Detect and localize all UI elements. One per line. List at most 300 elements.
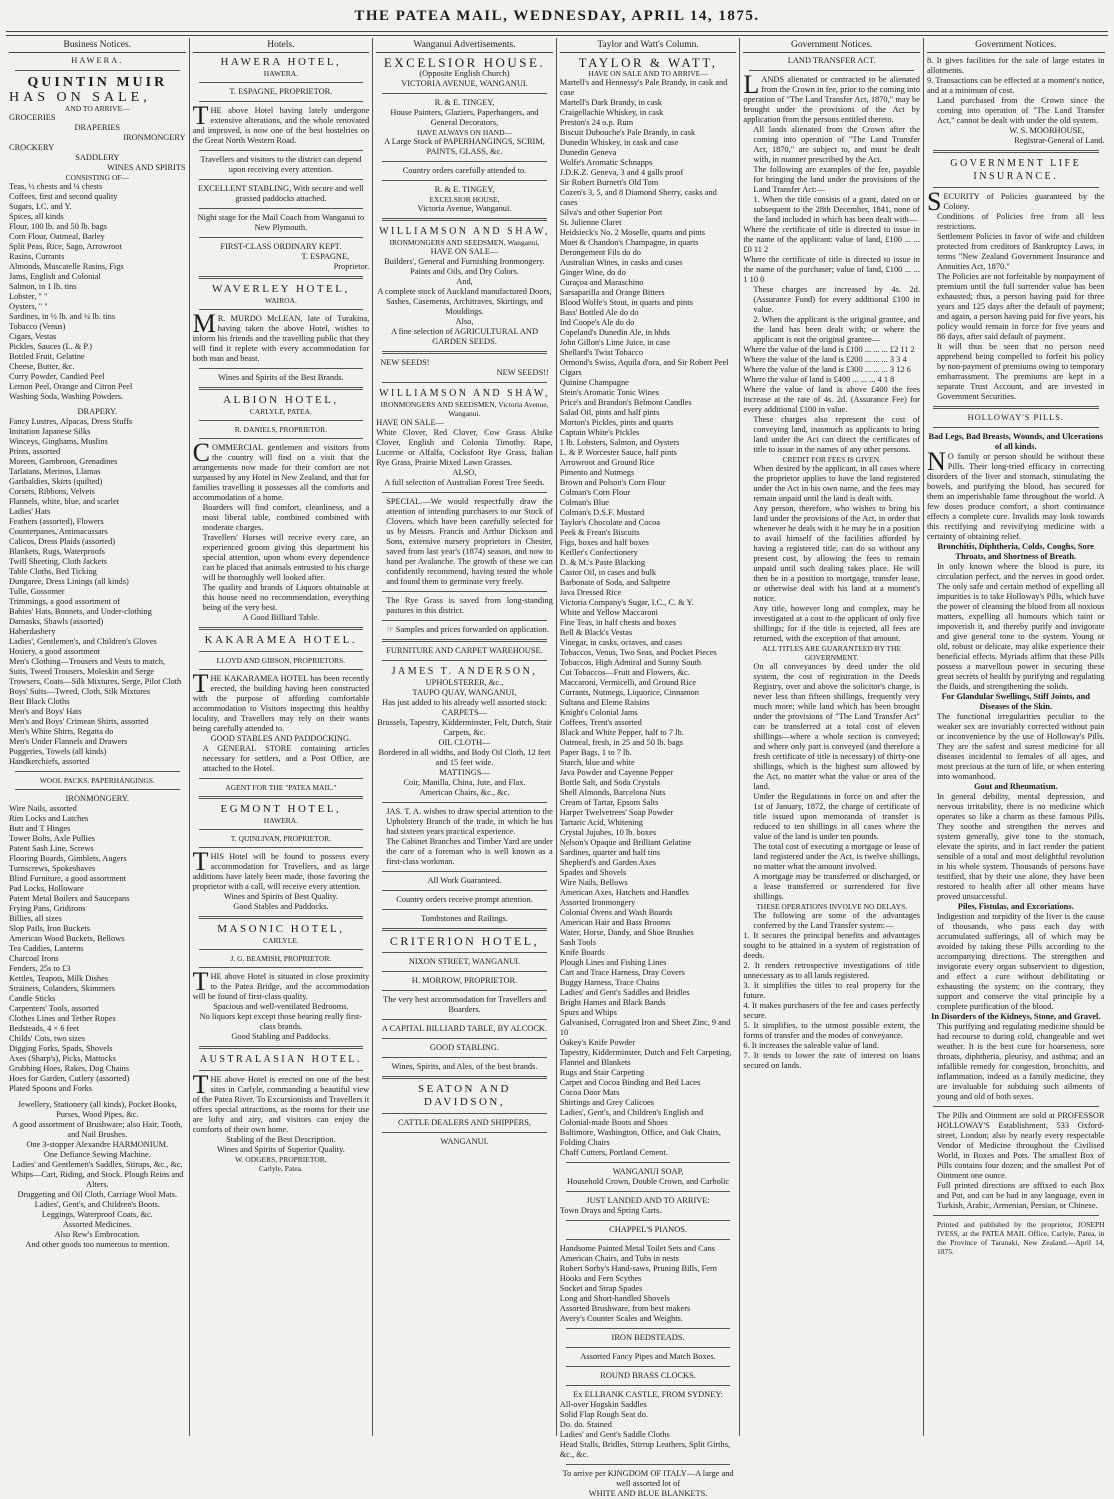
list-item: Patent Sash Line, Screws (9, 844, 94, 853)
ad-text: Country orders receive prompt attention. (396, 895, 533, 904)
ad-text: WANGANUI. (440, 1137, 489, 1146)
list-item: John Gillon's Lime Juice, in case (559, 338, 671, 347)
list-item: Lemon Peel, Orange and Citron Peel (9, 382, 133, 391)
divider (15, 771, 180, 772)
list-item: 2. It renders retrospective investigations of title unnecessary as to all lands registered. (743, 961, 920, 980)
list-item: Counterpanes, Antimacassars (9, 527, 108, 536)
hotel-text: Wines and Spirits of Best Quality. (223, 892, 338, 901)
ad-text: Country orders carefully attended to. (402, 166, 527, 175)
list-item: J.D.K.Z. Geneva, 3 and 4 galls proof (559, 168, 684, 177)
list-item: Bottle Salt, and Soda Crystals (559, 778, 661, 787)
list-item: Coffees, first and second quality (9, 192, 118, 201)
hotel-proprietor: LLOYD AND GIBSON, PROPRIETORS. (216, 656, 346, 665)
signature: W. ODGERS, PROPRIETOR, (235, 1155, 327, 1164)
list-item: Tartaric Acid, Whitening (559, 818, 643, 827)
divider (199, 179, 364, 180)
list-item: Handkerchiefs, assorted (9, 757, 90, 766)
list-item: Garibaldies, Skirts (quilted) (9, 477, 103, 486)
divider (382, 890, 547, 891)
divider (199, 967, 364, 968)
list-item: Java Dressed Rice (559, 588, 622, 597)
list-item: Solid Flap Rough Seat do. (559, 1410, 648, 1419)
notice-text: These charges also represent the cost of conveying land, inasmuch as applicants to bring land under the Act can direct the certificates of title to issue in the names of any other persons. (753, 415, 920, 454)
column-heading: Government Notices. (743, 38, 920, 53)
list-item: Craigellachie Whiskey, in cask (559, 108, 664, 117)
notice-text: Conditions of Policies free from all less restrictions. (936, 212, 1105, 231)
ad-subhead: Bronchitis, Diphtheria, Colds, Coughs, Sore Throats, and Shortness of Breath. (937, 542, 1095, 561)
rule (6, 31, 1108, 32)
list-item: 3. It simplifies the titles to real property for the future. (743, 981, 920, 1000)
ad-text: And, (456, 277, 473, 286)
list-item: Sardines, quarter and half tins (559, 848, 661, 857)
hotel-text: Boarders will find comfort, cleanliness, and a most liberal table, combined combined with moderate charges. (202, 503, 370, 532)
ad-text: H. MORROW, PROPRIETOR. (411, 976, 518, 985)
ad-text: White Clover, Red Clover, Cow Grass Alsike Clover, English and Colonia Timothy. Rape, Lucerne or Alfalfa, Cocksfoot Rye Grass, Italian Rye Grass, Prairie Mixed Lawn Grasses. (376, 428, 553, 467)
hotel-proprietor: T. QUINLIVAN, PROPRIETOR. (230, 834, 331, 843)
merchant-name: QUINTIN MUIR (27, 75, 168, 90)
ad-text: The Pills and Ointment are sold at PROFESSOR HOLLOWAY'S Establishment, 533 Oxford-street, London; also by nearly every respectable Vendor of Medicine throughout the Civilised World, in Boxes and Pots. The smallest Box of Pills contains four dozen; and the smallest Pot of Ointment one ounce. (936, 1111, 1105, 1180)
ad-text: EXCELSIOR HOUSE, (429, 195, 500, 204)
list-item: Ladies' and Gent's Saddles and Bridles (559, 988, 690, 997)
list-item: Curry Powder, Candied Peel (9, 372, 105, 381)
list-item: Pickles, Sauces (L. & P.) (9, 342, 93, 351)
list-item: Bright Hames and Black Bands (559, 998, 666, 1007)
advantages-list (743, 931, 920, 1071)
ad-text: IRONMONGERS AND SEEDSMEN, Wanganui, (389, 238, 540, 247)
hotel-text: FIRST-CLASS ORDINARY KEPT. (220, 242, 342, 251)
notice-text: LANDS alienated or contracted to be alienated from the Crown in fee, prior to the coming into operation of "The Land Transfer Act, 1870," may be brought under the provisions of the Act by application from the persons entitled thereto. (743, 70, 920, 124)
list-item: Washing Soda, Washing Powders. (9, 392, 124, 401)
signature: W. S. MOORHOUSE, (1009, 126, 1085, 135)
notice-text: Where the value of land is £400 ... ... ... 4 1 8 (743, 375, 895, 384)
hotel-text: THE KAKARAMEA HOTEL has been recently erected, the building having been constructed with the purpose of affording comfortable accommodation to Visitors inspecting this healthy locality, and Travellers may rely on their wants being carefully attended to. (192, 669, 370, 733)
list-item: Ind Coope's Ale do do (559, 318, 635, 327)
divider (382, 351, 547, 354)
notice-subhead: THESE OPERATIONS INVOLVE NO DELAYS. (756, 902, 908, 911)
category: CROCKERY (9, 143, 55, 152)
list-item: Hoes for Garden, Cutlery (assorted) (9, 1074, 130, 1083)
notice-text: These charges are increased by 4s. 2d. (Assurance Fund) for every additional £100 in value. (753, 285, 920, 314)
ad-text: CARPETS— (441, 708, 488, 717)
list-item: Tulle, Gossomer (9, 587, 65, 596)
divider (749, 70, 914, 71)
list-item: D. & M.'s Paste Blacking (559, 558, 646, 567)
divider (382, 620, 547, 621)
list-item: Silva's and other Superior Port (559, 208, 663, 217)
ad-text: In general debility, mental depression, and nervous irritability, there is no medicine which operates so like a charm as these famous Pills. They soothe and strengthen the nerves and system generally, give tone to the stomach, elevate the spirits, and in fact render the patient sensible of a total and most delightful revolution in his whole system. Thousands of persons have testified, that by their use alone, they have been restored to health after all other means have proved unsuccessful. (936, 792, 1105, 901)
divider (382, 1076, 547, 1079)
list-item: Bottled Fruit, Gelatine (9, 352, 85, 361)
notice-text: Where the value of the land is £100 ... ... ... £2 11 2 (743, 345, 915, 354)
list-item: Ginger Wine, do do (559, 268, 626, 277)
list-item: Sash Tools (559, 938, 597, 947)
column-hotels (190, 38, 374, 1436)
divider (382, 871, 547, 872)
hotel-name: AUSTRALASIAN HOTEL. (199, 1054, 362, 1065)
list-item: Carpenters' Tools, assorted (9, 1004, 99, 1013)
list-item: Shell Almonds, Barcelona Nuts (559, 788, 666, 797)
notice-subhead: ALL TITLES ARE GUARANTEED BY THE GOVERNMENT. (762, 644, 902, 662)
hotel-town: HAWERA. (263, 69, 298, 78)
ad-title: CHAPPEL'S PIANOS. (609, 1225, 687, 1234)
hotel-name: WAVERLEY HOTEL, (212, 283, 350, 295)
divider (199, 916, 364, 919)
goods-list (560, 1400, 737, 1460)
list-item: Chaff Cutters, Portland Cement. (559, 1148, 668, 1157)
advantages-list (927, 56, 1105, 96)
ad-text: A Large Stock of PAPERHANGINGS, SCRIM, PAINTS, GLASS, &c. (384, 137, 545, 156)
list-item: Spurs and Whips (559, 1008, 617, 1017)
list-item: Trimmings, a good assortment of (9, 597, 121, 606)
list-item: Digging Forks, Spads, Shovels (9, 1044, 113, 1053)
list-item: Puggeries, Towels (all kinds) (9, 747, 107, 756)
list-item: 1. It secures the principal benefits and advantages sought to be attained in a system of registration of deeds. (743, 931, 920, 960)
grocery-list (9, 182, 186, 402)
drapery-list (9, 417, 186, 767)
notice-text: Any person, therefore, who wishes to bring his land under the provisions of the Act, in order that whenever he deals with it he may be in a position to avail himself of the facilities afforded by having a registered title, can do so without any present cost, by allowing the fees to remain unpaid until such dealing takes place. He will then be in a position to mortgage, transfer lease, or otherwise deal with his land at a moment's notice. (753, 504, 920, 603)
list-item: Leggings, Waterproof Coats, &c. (41, 1210, 153, 1219)
column-taylor-watt (557, 38, 741, 1498)
list-item: Spices, all kinds (9, 212, 64, 221)
list-item: Vinegar, in casks, octaves, and cases (559, 638, 683, 647)
list-item: Dunedin Geneva (559, 148, 617, 157)
list-item: And other goods too numerous to mention. (25, 1240, 170, 1249)
hotel-text: GOOD STABLES AND PADDOCKING. (210, 734, 352, 743)
divider (933, 150, 1099, 153)
hotel-text: Night stage for the Mail Coach from Wanganui to New Plymouth. (197, 213, 365, 232)
list-item: Fancy Lustres, Alpacas, Dress Stuffs (9, 417, 133, 426)
list-item: 4. It makes purchasers of the fee and cases perfectly secure. (743, 1001, 920, 1020)
divider (382, 1038, 547, 1039)
list-item: Colonial Ovens and Wash Boards (559, 908, 673, 917)
ad-title: Ex ELLBANK CASTLE, FROM SYDNEY: (573, 1390, 723, 1399)
ad-subhead: Bad Legs, Bad Breasts, Wounds, and Ulcerations of all kinds. (928, 432, 1103, 451)
divider (199, 438, 364, 439)
list-item: Ormond's Swiss, Aquila d'ora, and Sir Robert Peel Cigars (559, 358, 729, 377)
signature: Registrar-General of Land. (1014, 136, 1105, 145)
list-item: Java Powder and Cayenne Pepper (559, 768, 674, 777)
ad-text: GOOD STABLING. (429, 1043, 500, 1052)
list-item: Table Cloths, Bed Ticking (9, 567, 97, 576)
divider (566, 1220, 731, 1221)
list-item: Frying Pans, Gridirons (9, 904, 86, 913)
hotel-text: THE above Hotel is erected on one of the best sites in Carlyle, commanding a beautiful view of the Patea River. To Excursionists and Travellers it offers special attractions, as the rooms for their use are lofty and airy, and visitors can enjoy the comforts of their own home. (192, 1070, 370, 1134)
list-item: Ladies' and Gent's Saddle Cloths (559, 1430, 670, 1439)
ad-text: Bordered in all widths, and Body Oil Cloth, 12 feet and 15 feet wide. (378, 748, 551, 767)
hotel-text: AGENT FOR THE "PATEA MAIL." (225, 783, 337, 792)
list-item: Billies, all sizes (9, 914, 62, 923)
list-item: Head Stalls, Bridles, Stirrup Leathers, Split Girths, &c., &c. (559, 1440, 731, 1459)
list-item: Taylor's Chocolate and Cocoa (559, 518, 661, 527)
list-item: Moreen, Gambroon, Grenadines (9, 457, 118, 466)
imprint: Printed and published by the proprietor, JOSEPH IVESS, at the PATEA MAIL Office, Carlyle, Patea, in the Province of Taranaki, New Zealand.—April 14, 1875. (936, 1220, 1105, 1256)
divider (382, 1113, 547, 1114)
list-item: Corsets, Ribbons, Velvets (9, 487, 95, 496)
list-item: Moet & Chandon's Champagne, in quarts (559, 238, 699, 247)
divider (382, 952, 547, 953)
list-item: Also Rew's Embrocation. (54, 1230, 141, 1239)
list-item: Oysters, " " (9, 302, 48, 311)
divider (382, 990, 547, 991)
list-item: Pimento and Nutmegs (559, 468, 635, 477)
ad-title: EXCELSIOR HOUSE. (383, 55, 546, 70)
list-item: Fenders, 25s to £3 (9, 964, 71, 973)
ad-text: ☞ Samples and prices forwarded on application. (386, 625, 549, 634)
ad-text: Full printed directions are affixed to each Box and Pot, and can be had in any language, even in Turkish, Arabic, Armenian, Persian, or Chinese. (936, 1181, 1105, 1210)
list-item: Black and White Pepper, half to 7 lb. (559, 728, 684, 737)
ad-text: The Cabinet Branches and Timber Yard are under the care of a foreman who is well known as a first-class workman. (386, 837, 553, 866)
divider (382, 93, 547, 94)
notice-text: Land purchased from the Crown since the coming into operation of "The Land Transfer Act," cannot be dealt with under the old system. (936, 96, 1105, 125)
category: GROCERIES (9, 113, 56, 122)
divider (199, 82, 364, 83)
divider (566, 1328, 731, 1329)
list-item: Imitation Japanese Silks (9, 427, 91, 436)
list-item: Colman's Corn Flour (559, 488, 631, 497)
list-item: Copeland's Dunedin Ale, in hhds (559, 328, 670, 337)
list-item: Starch, blue and white (559, 758, 635, 767)
list-item: American Wood Buckets, Bellows (9, 934, 125, 943)
list-item: Dungaree, Dress Linings (all kinds) (9, 577, 129, 586)
ad-title: WANGANUI SOAP, (612, 1167, 684, 1176)
hotel-text: Wines and Spirits of the Best Brands. (218, 373, 344, 382)
hotel-text: The quality and brands of Liquors obtainable at this house need no recommendation, everything being of the very best. (202, 583, 370, 612)
list-item: Blood Wolfe's Stout, in quarts and pints (559, 298, 693, 307)
notice-text: Under the Regulations in force on and after the 1st of January, 1872, the charge of certificate of title issued upon memoranda of transfer is reduced to ten shillings in all cases where the value of the land is under ten pounds. (753, 792, 920, 841)
list-item: Knight's Colonial Jams (559, 708, 638, 717)
hotel-text: THIS Hotel will be found to possess every accommodation for Travellers, and as large additions have lately been made, those favoring the proprietor with a call, will receive every attention. (192, 847, 370, 891)
hotel-name: MASONIC HOTEL, (217, 923, 345, 935)
list-item: Pad Locks, Holloware (9, 884, 84, 893)
list-item: Captain White's Pickles (559, 428, 640, 437)
list-item: Blankets, Rugs, Waterproofs (9, 547, 105, 556)
ad-text: The functional irregularities peculiar to the weaker sex are invariably corrected without pain or inconvenience by the use of Holloway's Pills. They are the safest and surest medicine for all diseases incidental to females of all ages, and most precious at the turn of life, or when entering into womanhood. (936, 712, 1105, 781)
ad-title: IRON BEDSTEADS. (611, 1333, 685, 1342)
list-item: Colman's D.S.F. Mustard (559, 508, 645, 517)
ad-text: The Rye Grass is saved from long-standing pastures in this district. (386, 596, 553, 615)
list-item: Handsome Painted Metal Toilet Sets and Cans (559, 1244, 715, 1253)
divider (382, 660, 547, 661)
notice-text: 2. When the applicant is the original grantee, and the land has been dealt with; or where the applicant is not the original grantee— (753, 315, 920, 344)
ad-text: The very best accommodation for Travellers and Boarders. (383, 995, 546, 1014)
column-business-notices (6, 38, 190, 1436)
list-item: Heidsieck's No. 2 Moselle, quarts and pints (559, 228, 706, 237)
goods-list (560, 1244, 737, 1324)
divider (199, 150, 364, 151)
ad-text: Builders', General and Furnishing Ironmongery. Paints and Oils, and Dry Colors. (384, 257, 545, 276)
notice-text: A mortgage may be transferred or discharged, or a lease transferred or surrendered for five shillings. (753, 872, 920, 901)
list-item: Feathers (assorted), Flowers (9, 517, 104, 526)
list-item: Boys' Suits—Tweed, Cloth, Silk Mixtures (9, 687, 150, 696)
list-item: Coffees, Trent's assorted (559, 718, 642, 727)
notice-text: Where the value of the land is £300 ... ... ... 3 12 6 (743, 365, 911, 374)
list-item: Childs' Cots, two sizes (9, 1034, 85, 1043)
divider (199, 387, 364, 390)
hotel-text: THE above Hotel having lately undergone extensive alterations, and the whole renovated and improved, is now one of the best hostelries on the Great North Western Road. (192, 101, 370, 145)
divider (199, 627, 364, 630)
list-item: Plough Lines and Fishing Lines (559, 958, 667, 967)
signature: Proprietor. (333, 262, 370, 271)
divider (199, 208, 364, 209)
divider (199, 847, 364, 848)
list-item: Currants, Nutmegs, Liquorice, Cinnamon (559, 688, 699, 697)
ad-text: A fine selection of AGRICULTURAL AND GARDEN SEEDS. (390, 327, 539, 346)
list-item: Bass' Bottled Ale do do (559, 308, 639, 317)
hotel-text: Spacious and well-ventilated Bedrooms. (213, 1002, 349, 1011)
has-on-sale: HAS ON SALE, (9, 90, 151, 105)
list-item: American Hair and Bass Brooms (559, 918, 671, 927)
list-item: Crystal Jujubes, 10 lb. boxes (559, 828, 657, 837)
hotel-proprietor: R. DANIELS, PROPRIETOR. (234, 425, 327, 434)
ad-text: House Painters, Glaziers, Paperhangers, and General Decorators, (390, 108, 539, 127)
hotel-text: Good Stables and Paddocks. (233, 902, 329, 911)
list-item: Tarlatans, Merinos, Llamas (9, 467, 101, 476)
hotel-text: COMMERCIAL gentlemen and visitors from the country will find on a visit that the arrangements now made for their comfort are not surpassed by any Hotel in New Zealand, and that for families travelling it possesses all the comforts and accommodation of a home. (192, 438, 370, 502)
list-item: All-over Hogskin Saddles (559, 1400, 647, 1409)
ad-text: Victoria Avenue, Wanganui. (417, 204, 512, 213)
column-heading: Taylor and Watt's Column. (560, 38, 737, 53)
goods-list (560, 78, 737, 1158)
divider (566, 1191, 731, 1192)
ad-title: SEATON AND DAVIDSON, (418, 1083, 511, 1108)
list-item: Haberdashery (9, 627, 56, 636)
list-item: Cheese, Butter, &c. (9, 362, 75, 371)
notice-text: The following are examples of the fee, payable for bringing the land under the provisions of the Land Transfer Act:— (753, 165, 920, 194)
list-item: Axes (Sharp's), Picks, Mattocks (9, 1054, 116, 1063)
list-item: Ladies', Gent's, and Children's Boots. (34, 1200, 160, 1209)
list-item: Castor Oil, in cases and bulk (559, 568, 657, 577)
hotel-town: CARLYLE, PATEA. (249, 407, 312, 416)
hotel-proprietor: J. G. BEAMISH, PROPRIETOR. (230, 954, 332, 963)
divider (199, 237, 364, 238)
list-item: Avery's Counter Scales and Weights. (559, 1314, 683, 1323)
list-item: Salad Oil, pints and half pints (559, 408, 660, 417)
list-item: Bedsteads, 4 × 6 feet (9, 1024, 80, 1033)
divider (199, 651, 364, 652)
list-item: Wire Nails, assorted (9, 804, 77, 813)
list-item: Split Peas, Rice, Sago, Arrowroot (9, 242, 122, 251)
divider (382, 492, 547, 493)
list-item: Carpet and Cocoa Binding and Bed Laces (559, 1078, 701, 1087)
list-item: Men's and Boys' Crimean Shirts, assorted (9, 717, 149, 726)
list-item: Jewellery, Stationery (all kinds), Pocket Books, Purses, Wood Pipes, &c. (17, 1100, 177, 1119)
list-item: Curaçoa and Maraschino (559, 278, 644, 287)
list-item: Rugs and Stair Carpeting (559, 1068, 645, 1077)
list-item: Peek & Frean's Biscuits (559, 528, 640, 537)
hotel-town: HAWERA. (263, 816, 298, 825)
notice-text: Where the certificate of title is directed to issue in the name of the applicant: value of land, £100 ... ... £0 11 2 (743, 225, 920, 254)
column-heading: Business Notices. (9, 38, 186, 53)
hotel-text: Travellers and visitors to the district can depend upon receiving every attention. (200, 155, 362, 174)
notice-title: LAND TRANSFER ACT. (787, 56, 876, 65)
divider (382, 1057, 547, 1058)
divider (15, 789, 180, 790)
divider (199, 778, 364, 779)
column-heading: Hotels. (193, 38, 370, 53)
list-item: Wire Nails, Bellows (559, 878, 628, 887)
list-item: American Axes, Hatchets and Handles (559, 888, 689, 897)
divider (199, 276, 364, 279)
ad-text: HAVE ALWAYS ON HAND— (416, 128, 513, 137)
divider (382, 802, 547, 803)
list-item: Druggeting and Oil Cloth, Carriage Wool Mats. (17, 1190, 178, 1199)
hotel-name: KAKARAMEA HOTEL. (204, 634, 358, 646)
ad-text: A full selection of Australian Forest Tree Seeds. (384, 478, 545, 487)
list-item: Babies' Hats, Bonnets, and Under-clothing (9, 607, 152, 616)
list-item: Stein's Aromatic Tonic Wines (559, 388, 659, 397)
list-item: Tobaccos, Venus, Two Seas, and Pocket Pieces (559, 648, 717, 657)
list-item: 5. It simplifies, to the utmost possible extent, the forms of transfer and the modes of conveyance. (743, 1021, 920, 1040)
divider (382, 639, 547, 642)
ad-text: Also, (455, 317, 474, 326)
list-item: Tobacco (Venus) (9, 322, 66, 331)
list-item: Sultana and Eleme Raisins (559, 698, 650, 707)
list-item: Figs, boxes and half boxes (559, 538, 649, 547)
notice-subhead: CREDIT FOR FEES IS GIVEN. (782, 455, 881, 464)
notice-text: Where the certificate of title is directed to issue in the name of the purchaser; value of land, £100 ... ... 1 10 0 (743, 255, 920, 284)
notice-text: It will thus be seen that no person need apprehend being compelled to forfeit his policy by non-payment of premiums owing to temporary embarrassment. The premiums are kept in a separate Trust Account, and are invested in Government Securities. (936, 342, 1105, 401)
notice-text: Where the value of the land is £200 ... ... ... 3 3 4 (743, 355, 907, 364)
wool-paper: WOOL PACKS. PAPERHANGINGS. (39, 776, 155, 785)
list-item: Shellard's Twist Tobacco (559, 348, 644, 357)
list-item: Tower Bolts, Axle Pullies (9, 834, 95, 843)
divider (15, 70, 180, 71)
list-item: Cigars, Vestas (9, 332, 57, 341)
ad-text: Wines, Spirits, and Ales, of the best brands. (391, 1062, 538, 1071)
section-heading: IRONMONGERY. (65, 794, 129, 803)
notice-title: GOVERNMENT LIFE INSURANCE. (950, 158, 1082, 182)
list-item: Brown and Polson's Corn Flour (559, 478, 666, 487)
divider (199, 309, 364, 310)
divider (933, 427, 1099, 428)
hotel-name: ALBION HOTEL, (223, 394, 339, 406)
list-item: Flooring Boards, Gimblets, Augers (9, 854, 127, 863)
ad-subhead: Piles, Fistulas, and Excoriations. (957, 902, 1074, 911)
divider (199, 829, 364, 830)
list-item: White and Yellow Maccaroni (559, 608, 658, 617)
list-item: Water, Horse, Dandy, and Shoe Brushes (559, 928, 694, 937)
list-item: Robert Sorby's Hand-saws, Pruning Bills, Fern Hooks and Fern Scythes (559, 1264, 717, 1283)
list-item: Clothes Lines and Tether Ropes (9, 1014, 116, 1023)
list-item: Cocoa Door Mats (559, 1088, 620, 1097)
list-item: Ladies' Hats (9, 507, 51, 516)
list-item: Assorted Ironmongery (559, 898, 636, 907)
list-item: Ladies', Gent's, and Children's English and Colonial-made Boots and Shoes (559, 1108, 704, 1127)
ad-title: NEW SEEDS! (380, 358, 430, 367)
hotel-text: EXCELLENT STABLING, With secure and well grassed paddocks attached. (198, 184, 364, 203)
ad-title: FURNITURE AND CARPET WAREHOUSE. (386, 646, 543, 655)
list-item: Sardines, in ½ lb. and ¼ lb. tins (9, 312, 116, 321)
list-item: Butt and T Hinges (9, 824, 71, 833)
ad-title: JUST LANDED AND TO ARRIVE: (586, 1196, 710, 1205)
ad-text: This purifying and regulating medicine should be had recourse to during cold, changeable and wet weather. It is the best cure for hoarseness, sore throats, diphtheria, pleurisy, and asthma; and an infallible remedy for congestion, bronchitis, and inflammation, indeed as a family medicine, they are invaluable for subduing such ailments of young and old of both sexes. (936, 1022, 1105, 1101)
list-item: Sugars, I.C. and Y. (9, 202, 72, 211)
list-item: Cut Tobaccos—Fruit and Flowers, &c. (559, 668, 690, 677)
list-item: Ladies' and Gentlemen's Saddles, Stirups, &c., &c. (11, 1160, 183, 1169)
list-item: Grubbing Hoes, Rakes, Dog Chains (9, 1064, 130, 1073)
list-item: Slop Pails, Iron Buckets (9, 924, 90, 933)
category: IRONMONGERY (123, 133, 186, 142)
section-heading: DRAPERY. (77, 407, 118, 416)
list-item: Dunedin Whiskey, in cask and case (559, 138, 679, 147)
notice-text: When desired by the applicant, in all cases where the proprietor applies to have the land registered under the Act in his own name, and the fees may remain unpaid until the land is dealt with. (753, 464, 920, 503)
notice-text: The Policies are not forfeitable by nonpayment of premium until the full surrender value has been exhausted; thus, a person having paid for three years and 125 days after the default of payment; and again, a person having paid for five years, his policy would remain in force for five years and 86 days, after said default of payment. (936, 272, 1105, 341)
ad-title: WHITE AND BLUE BLANKETS. (588, 1489, 708, 1498)
ad-text: ALSO, (452, 468, 477, 477)
list-item: Turnscrews, Spokeshaves (9, 864, 96, 873)
divider (566, 1366, 731, 1367)
column-government-notices-2 (924, 38, 1108, 1436)
